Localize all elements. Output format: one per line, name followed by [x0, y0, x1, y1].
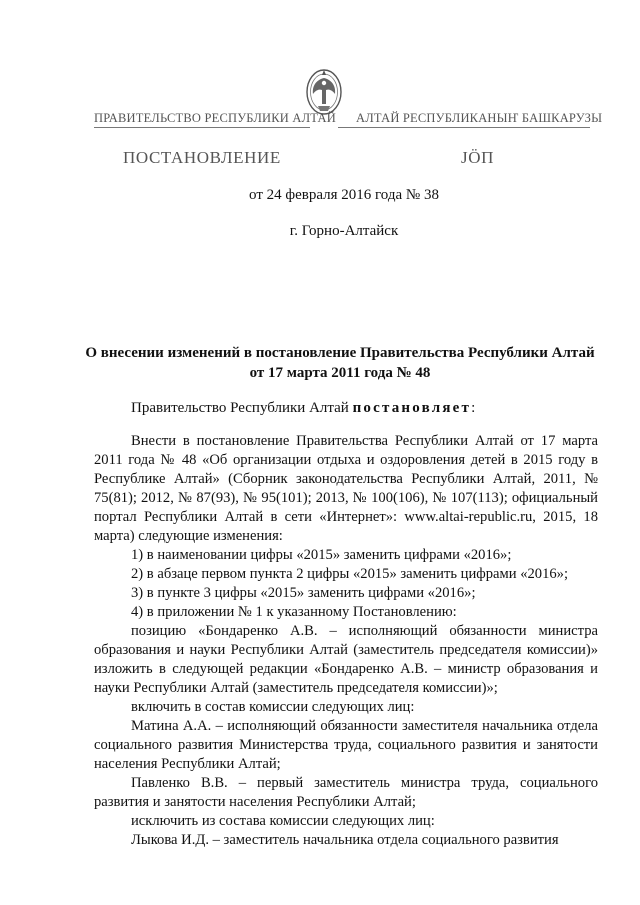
- body-paragraph: Павленко В.В. – первый заместитель министра труда, социального развития и занятости населения Республики Алтай;: [94, 775, 598, 810]
- body-paragraph: 3) в пункте 3 цифры «2015» заменить цифрами «2016»;: [131, 585, 476, 601]
- government-name-russian: ПРАВИТЕЛЬСТВО РЕСПУБЛИКИ АЛТАЙ: [94, 111, 336, 125]
- document-type-russian: ПОСТАНОВЛЕНИЕ: [123, 148, 281, 167]
- body-paragraph: 4) в приложении № 1 к указанному Постановлению:: [131, 604, 457, 620]
- header-rule-right: [338, 127, 590, 128]
- preamble-subject: Правительство Республики Алтай: [131, 400, 349, 416]
- body-paragraph: 2) в абзаце первом пункта 2 цифры «2015» заменить цифрами «2016»;: [131, 566, 569, 582]
- body-paragraph: исключить из состава комиссии следующих лиц:: [131, 813, 435, 829]
- document-date: от 24 февраля 2016 года № 38: [249, 187, 439, 203]
- preamble: [131, 399, 475, 417]
- body-paragraph: Внести в постановление Правительства Республики Алтай от 17 марта 2011 года № 48 «Об организации отдыха и оздоровления детей в 2015 году в Республике Алтай» (Сборник законодательства Республики Алтай, 2011, № 75(81); 2012, № 87(93), № 95(101); 2013, № 100(106), № 107(113); официальный портал Республики Алтай в сети «Интернет»: www.altai-republic.ru, 2015, 18 марта) следующие изменения:: [94, 433, 598, 544]
- body-paragraph: включить в состав комиссии следующих лиц:: [131, 699, 415, 715]
- document-body: [94, 432, 598, 850]
- coat-of-arms-emblem-icon: [304, 62, 344, 118]
- body-paragraph: 1) в наименовании цифры «2015» заменить цифрами «2016»;: [131, 547, 512, 563]
- preamble-colon: :: [471, 400, 476, 416]
- body-paragraph: Матина А.А. – исполняющий обязанности заместителя начальника отдела социального развития Министерства труда, социального развития и занятости населения Республики Алтай;: [94, 718, 598, 772]
- document-type-altai: ЈÖП: [461, 148, 494, 167]
- document-city: г. Горно-Алтайск: [289, 223, 399, 239]
- header-rule-left: [94, 127, 310, 128]
- government-name-altai: АЛТАЙ РЕСПУБЛИКАНЫҤ БАШКАРУЗЫ: [356, 111, 603, 125]
- body-paragraph: Лыкова И.Д. – заместитель начальника отдела социального развития: [131, 832, 559, 848]
- body-paragraph: позицию «Бондаренко А.В. – исполняющий обязанности министра образования и науки Республики Алтай (заместитель председателя комиссии)» изложить в следующей редакции «Бондаренко А.В. – министр образования и науки Республики Алтай (заместитель председателя комиссии)»;: [94, 623, 598, 696]
- preamble-verb: постановляет: [352, 400, 472, 416]
- document-title: О внесении изменений в постановление Правительства Республики Алтай от 17 марта 2011 года № 48: [85, 345, 595, 381]
